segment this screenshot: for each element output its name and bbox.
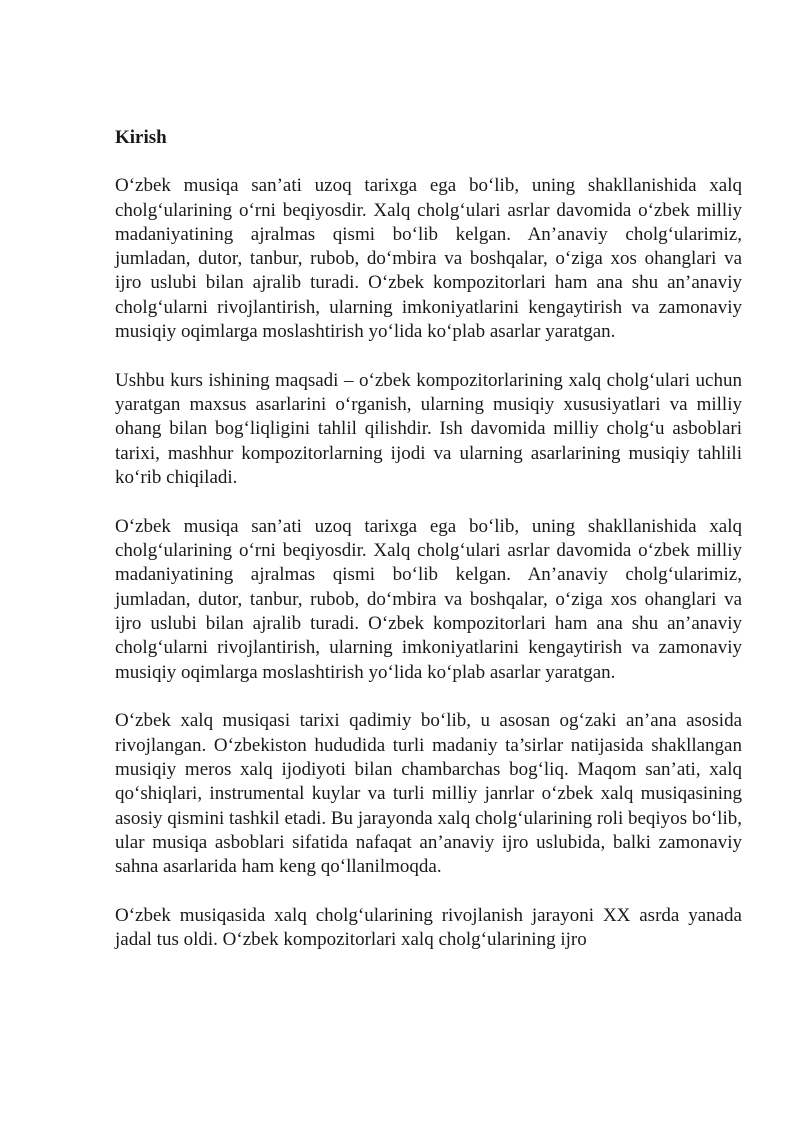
paragraph-5: O‘zbek musiqasida xalq cholg‘ularining rivojlanish jarayoni XX asrda yanada jadal tus oldi. O‘zbek kompozitorlari xalq cholg‘ularining ijro: [115, 905, 742, 951]
section-heading: Kirish: [115, 127, 167, 148]
paragraph-4: O‘zbek xalq musiqasi tarixi qadimiy bo‘lib, u asosan og‘zaki an’ana asosida rivojlangan. O‘zbekiston hududida turli madaniy ta’sirlar natijasida shakllangan musiqiy meros xalq ijodiyoti bilan chambarchas bog‘liq. Maqom san’ati, xalq qo‘shiqlari, instrumental kuylar va turli milliy janrlar o‘zbek xalq musiqasining asosiy qismini tashkil etadi. Bu jarayonda xalq cholg‘ularining roli beqiyos bo‘lib, ular musiqa asboblari sifatida nafaqat an’anaviy ijro uslubida, balki zamonaviy sahna asarlarida ham keng qo‘llanilmoqda.: [115, 710, 742, 878]
paragraph-3: O‘zbek musiqa san’ati uzoq tarixga ega bo‘lib, uning shakllanishida xalq cholg‘ularining o‘rni beqiyosdir. Xalq cholg‘ulari asrlar davomida o‘zbek milliy madaniyatining ajralmas qismi bo‘lib kelgan. An’anaviy cholg‘ularimiz, jumladan, dutor, tanbur, rubob, do‘mbira va boshqalar, o‘ziga xos ohanglari va ijro uslubi bilan ajralib turadi. O‘zbek kompozitorlari ham ana shu an’anaviy cholg‘ularni rivojlantirish, ularning imkoniyatlarini kengaytirish va zamonaviy musiqiy oqimlarga moslashtirish yo‘lida ko‘plab asarlar yaratgan.: [115, 515, 742, 683]
document-body: [115, 126, 742, 977]
paragraph-1: O‘zbek musiqa san’ati uzoq tarixga ega bo‘lib, uning shakllanishida xalq cholg‘ularining o‘rni beqiyosdir. Xalq cholg‘ulari asrlar davomida o‘zbek milliy madaniyatining ajralmas qismi bo‘lib kelgan. An’anaviy cholg‘ularimiz, jumladan, dutor, tanbur, rubob, do‘mbira va boshqalar, o‘ziga xos ohanglari va ijro uslubi bilan ajralib turadi. O‘zbek kompozitorlari ham ana shu an’anaviy cholg‘ularni rivojlantirish, ularning imkoniyatlarini kengaytirish va zamonaviy musiqiy oqimlarga moslashtirish yo‘lida ko‘plab asarlar yaratgan.: [115, 175, 742, 343]
paragraph-2: Ushbu kurs ishining maqsadi – o‘zbek kompozitorlarining xalq cholg‘ulari uchun yaratgan maxsus asarlarini o‘rganish, ularning musiqiy xususiyatlari va milliy ohang bilan bog‘liqligini tahlil qilishdir. Ish davomida milliy cholg‘u asboblari tarixi, mashhur kompozitorlarning ijodi va ularning asarlarining musiqiy tahlili ko‘rib chiqiladi.: [115, 369, 742, 489]
